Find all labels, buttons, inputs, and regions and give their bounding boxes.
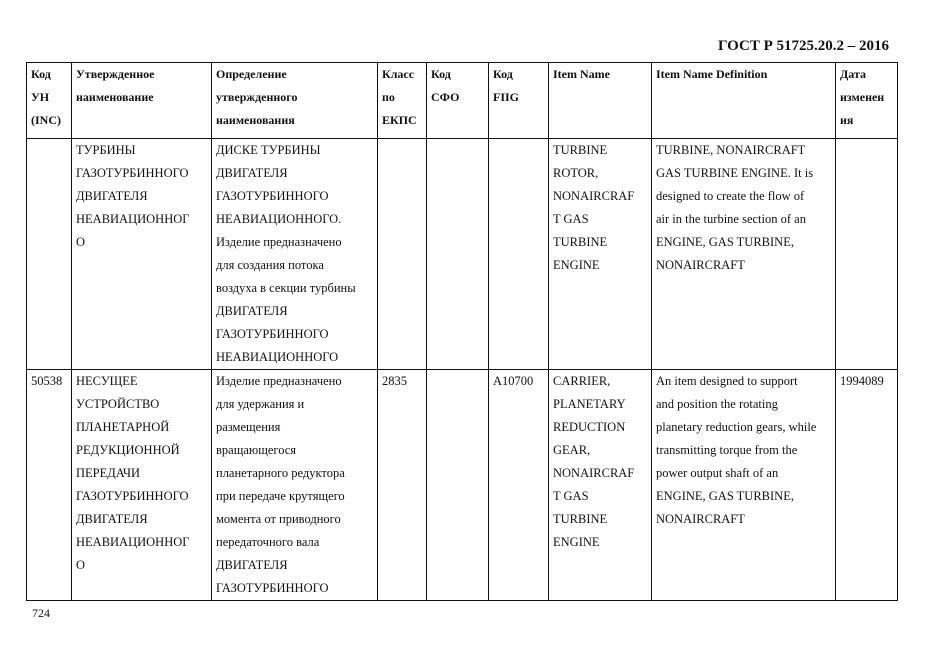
cell-sfo-code bbox=[427, 139, 489, 370]
column-header-line: Определение bbox=[216, 67, 287, 81]
cell-line: transmitting torque from the bbox=[656, 443, 798, 457]
cell-approved-name bbox=[72, 139, 212, 370]
column-header-line: УН bbox=[31, 90, 50, 104]
cell-line: О bbox=[76, 558, 86, 572]
cell-line: НЕАВИАЦИОННОГ bbox=[76, 535, 190, 549]
cell-line: ГАЗОТУРБИННОГО bbox=[216, 581, 329, 595]
column-header-line: ия bbox=[840, 113, 854, 127]
cell-sfo-code bbox=[427, 370, 489, 601]
cell-line: НЕАВИАЦИОННОГО bbox=[216, 350, 339, 364]
cell-line: размещения bbox=[216, 420, 281, 434]
cell-line: NONAIRCRAFT bbox=[656, 258, 745, 272]
cell-line: PLANETARY bbox=[553, 397, 626, 411]
column-header-item-name-definition bbox=[652, 63, 836, 139]
column-header-line: Item Name bbox=[553, 67, 610, 81]
table-row bbox=[27, 139, 898, 370]
cell-line: ДВИГАТЕЛЯ bbox=[216, 558, 288, 572]
cell-line: TURBINE bbox=[553, 235, 608, 249]
cell-line: ГАЗОТУРБИННОГО bbox=[76, 489, 189, 503]
cell-line: воздуха в секции турбины bbox=[216, 281, 356, 295]
cell-line: О bbox=[76, 235, 86, 249]
cell-line: ГАЗОТУРБИННОГО bbox=[216, 327, 329, 341]
cell-line: 2835 bbox=[382, 374, 407, 388]
column-header-line: Код bbox=[431, 67, 451, 81]
column-header-name-definition bbox=[212, 63, 378, 139]
cell-line: NONAIRCRAFT bbox=[656, 512, 745, 526]
cell-line: designed to create the flow of bbox=[656, 189, 805, 203]
cell-line: ДВИГАТЕЛЯ bbox=[216, 304, 288, 318]
cell-line: передаточного вала bbox=[216, 535, 320, 549]
cell-line: 1994089 bbox=[840, 374, 884, 388]
column-header-line: Утвержденное bbox=[76, 67, 155, 81]
cell-line: УСТРОЙСТВО bbox=[76, 397, 160, 411]
column-header-line: (INC) bbox=[31, 113, 61, 127]
column-header-fiig-code bbox=[489, 63, 549, 139]
cell-line: ГАЗОТУРБИННОГО bbox=[216, 189, 329, 203]
cell-line: вращающегося bbox=[216, 443, 297, 457]
cell-line: TURBINE bbox=[553, 143, 608, 157]
column-header-change-date bbox=[836, 63, 898, 139]
column-header-line: по bbox=[382, 90, 395, 104]
cell-line: ДВИГАТЕЛЯ bbox=[76, 512, 148, 526]
page-number: 724 bbox=[32, 606, 50, 620]
cell-line: T GAS bbox=[553, 212, 589, 226]
cell-change-date bbox=[836, 139, 898, 370]
cell-line: ENGINE bbox=[553, 535, 600, 549]
cell-line: 50538 bbox=[31, 374, 63, 388]
cell-item-name bbox=[549, 139, 652, 370]
cell-line: ТУРБИНЫ bbox=[76, 143, 136, 157]
cell-line: power output shaft of an bbox=[656, 466, 779, 480]
cell-line: GEAR, bbox=[553, 443, 591, 457]
cell-line: ROTOR, bbox=[553, 166, 599, 180]
cell-change-date bbox=[836, 370, 898, 601]
column-header-line: изменен bbox=[840, 90, 885, 104]
column-header-line: Дата bbox=[840, 67, 866, 81]
column-header-line: ЕКПС bbox=[382, 113, 417, 127]
cell-line: NONAIRCRAF bbox=[553, 466, 635, 480]
cell-fiig-code bbox=[489, 139, 549, 370]
cell-item-name-definition bbox=[652, 139, 836, 370]
catalog-table bbox=[26, 62, 898, 601]
cell-name-definition bbox=[212, 370, 378, 601]
table-body bbox=[27, 139, 898, 601]
cell-line: НЕАВИАЦИОННОГО. bbox=[216, 212, 342, 226]
cell-line: ENGINE, GAS TURBINE, bbox=[656, 235, 794, 249]
column-header-line: Код bbox=[493, 67, 513, 81]
cell-line: при передаче крутящего bbox=[216, 489, 345, 503]
cell-ekps-class bbox=[378, 139, 427, 370]
cell-line: planetary reduction gears, while bbox=[656, 420, 817, 434]
cell-line: для создания потока bbox=[216, 258, 324, 272]
cell-line: ENGINE bbox=[553, 258, 600, 272]
column-header-item-name bbox=[549, 63, 652, 139]
cell-item-name bbox=[549, 370, 652, 601]
cell-line: планетарного редуктора bbox=[216, 466, 345, 480]
header-row bbox=[27, 63, 898, 139]
column-header-line: Item Name Definition bbox=[656, 67, 768, 81]
cell-inc-code bbox=[27, 139, 72, 370]
cell-line: ГАЗОТУРБИННОГО bbox=[76, 166, 189, 180]
cell-line: TURBINE bbox=[553, 512, 608, 526]
cell-inc-code bbox=[27, 370, 72, 601]
cell-line: CARRIER, bbox=[553, 374, 611, 388]
cell-line: air in the turbine section of an bbox=[656, 212, 806, 226]
cell-line: REDUCTION bbox=[553, 420, 626, 434]
column-header-line: утвержденного bbox=[216, 90, 298, 104]
cell-line: РЕДУКЦИОННОЙ bbox=[76, 443, 180, 457]
cell-line: ДВИГАТЕЛЯ bbox=[216, 166, 288, 180]
column-header-line: Класс bbox=[382, 67, 415, 81]
cell-line: ENGINE, GAS TURBINE, bbox=[656, 489, 794, 503]
column-header-line: СФО bbox=[431, 90, 460, 104]
column-header-sfo-code bbox=[427, 63, 489, 139]
cell-line: Изделие предназначено bbox=[216, 374, 342, 388]
cell-line: ПЛАНЕТАРНОЙ bbox=[76, 420, 170, 434]
document-header: ГОСТ Р 51725.20.2 – 2016 bbox=[717, 38, 889, 54]
column-header-approved-name bbox=[72, 63, 212, 139]
column-header-inc-code bbox=[27, 63, 72, 139]
cell-approved-name bbox=[72, 370, 212, 601]
cell-line: ПЕРЕДАЧИ bbox=[76, 466, 141, 480]
cell-line: ДИСКЕ ТУРБИНЫ bbox=[216, 143, 321, 157]
column-header-line: FIIG bbox=[493, 90, 520, 104]
cell-fiig-code bbox=[489, 370, 549, 601]
table-row bbox=[27, 370, 898, 601]
cell-line: для удержания и bbox=[216, 397, 305, 411]
cell-line: NONAIRCRAF bbox=[553, 189, 635, 203]
column-header-line: наименование bbox=[76, 90, 154, 104]
cell-line: T GAS bbox=[553, 489, 589, 503]
cell-line: ДВИГАТЕЛЯ bbox=[76, 189, 148, 203]
cell-item-name-definition bbox=[652, 370, 836, 601]
column-header-ekps-class bbox=[378, 63, 427, 139]
cell-line: and position the rotating bbox=[656, 397, 778, 411]
column-header-line: наименования bbox=[216, 113, 295, 127]
column-header-line: Код bbox=[31, 67, 51, 81]
cell-line: GAS TURBINE ENGINE. It is bbox=[656, 166, 814, 180]
cell-name-definition bbox=[212, 139, 378, 370]
cell-line: An item designed to support bbox=[656, 374, 798, 388]
cell-line: TURBINE, NONAIRCRAFT bbox=[656, 143, 806, 157]
cell-line: момента от приводного bbox=[216, 512, 341, 526]
table-header bbox=[27, 63, 898, 139]
cell-line: Изделие предназначено bbox=[216, 235, 342, 249]
cell-line: НЕАВИАЦИОННОГ bbox=[76, 212, 190, 226]
cell-line: НЕСУЩЕЕ bbox=[76, 374, 138, 388]
cell-line: A10700 bbox=[493, 374, 534, 388]
cell-ekps-class bbox=[378, 370, 427, 601]
